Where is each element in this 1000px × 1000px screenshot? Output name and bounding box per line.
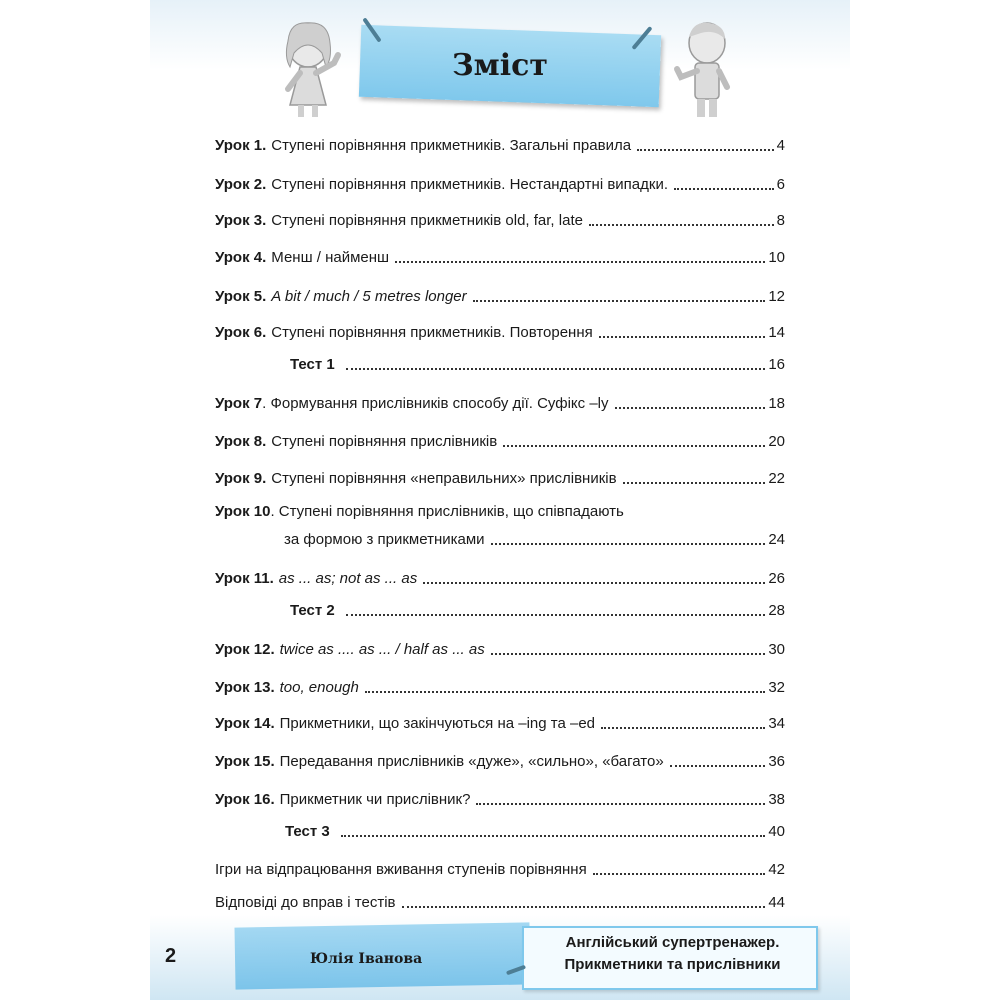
girl-figure-icon [270,15,350,120]
page-title: Зміст [452,48,548,83]
toc-title: Ступені порівняння прикметників. Загальні правила [271,137,632,154]
toc-leader [503,444,765,447]
toc-leader [623,481,766,484]
toc-leader [637,148,774,151]
toc-leader [491,542,766,545]
toc-title: as ... as; not as ... as [278,570,418,587]
toc-row-multiline[interactable] [215,503,624,520]
toc-page: 8 [776,212,785,229]
toc-page: 14 [768,324,785,341]
toc-page: 42 [768,861,785,878]
toc-leader [476,802,765,805]
toc-row[interactable] [215,857,785,879]
toc-leader [491,652,766,655]
toc-label: Урок 10 [215,503,271,520]
page-number: 2 [165,945,177,967]
toc-leader [365,690,765,693]
toc-label: Тест 3 [285,823,330,840]
toc-page: 18 [768,395,785,412]
toc-title: . Ступені порівняння прислівників, що співпадають [270,503,624,520]
toc-row[interactable] [215,466,785,488]
toc-leader [346,613,766,616]
toc-leader [423,581,765,584]
toc-title: Ігри на відпрацювання вживання ступенів порівняння [215,861,587,878]
toc-page: 24 [768,531,785,548]
toc-page: 38 [768,791,785,808]
toc-label: Урок 12. [215,641,275,658]
toc-leader [670,764,766,767]
toc-title: Прикметник чи прислівник? [279,791,471,808]
toc-leader [674,187,774,190]
toc-row[interactable] [215,675,785,697]
toc-label: Урок 6. [215,324,267,341]
toc-row[interactable] [215,637,785,659]
toc-row-test[interactable] [290,598,785,620]
book-title-line1: Англійський супертренажер. [565,934,780,951]
toc-page: 16 [768,356,785,373]
toc-label: Урок 16. [215,791,275,808]
toc-leader [593,872,766,875]
toc-row-continuation[interactable] [284,527,785,549]
toc-page: 22 [768,470,785,487]
document-page [150,0,850,1000]
toc-label: Урок 15. [215,753,275,770]
toc-label: Урок 13. [215,679,275,696]
toc-row[interactable] [215,391,785,413]
toc-title: за формою з прикметниками [284,531,485,548]
toc-leader [402,905,766,908]
book-title-line2: Прикметники та прислівники [564,956,781,973]
toc-title: Ступені порівняння прикметників. Повторення [271,324,593,341]
toc-row[interactable] [215,133,785,155]
toc-leader [395,260,765,263]
toc-label: Урок 3. [215,212,267,229]
toc-title: . Формування прислівників способу дії. Суфікс –ly [262,395,609,412]
toc-row-test[interactable] [285,819,785,841]
toc-row[interactable] [215,284,785,306]
toc-page: 30 [768,641,785,658]
toc-label: Урок 8. [215,433,267,450]
toc-page: 26 [768,570,785,587]
toc-row-test[interactable] [290,352,785,374]
toc-row[interactable] [215,787,785,809]
toc-page: 10 [768,249,785,266]
toc-row[interactable] [215,245,785,267]
toc-label: Урок 2. [215,176,267,193]
toc-title: Ступені порівняння «неправильних» прислівників [271,470,617,487]
toc-page: 6 [776,176,785,193]
toc-leader [615,406,766,409]
toc-page: 4 [776,137,785,154]
toc-leader [473,299,766,302]
toc-page: 12 [768,288,785,305]
toc-page: 44 [768,894,785,911]
toc-title: Прикметники, що закінчуються на –ing та –ed [279,715,596,732]
toc-title: too, enough [279,679,359,696]
toc-leader [601,726,765,729]
toc-page: 28 [768,602,785,619]
toc-page: 20 [768,433,785,450]
toc-leader [341,834,766,837]
toc-row[interactable] [215,320,785,342]
toc-row[interactable] [215,711,785,733]
toc-title: Менш / найменш [271,249,390,266]
toc-leader [589,223,774,226]
toc-label: Урок 5. [215,288,267,305]
toc-title: Ступені порівняння прикметників. Нестандартні випадки. [271,176,669,193]
toc-title: Ступені порівняння прикметників old, far, late [271,212,583,229]
toc-row[interactable] [215,172,785,194]
toc-page: 40 [768,823,785,840]
toc-label: Урок 11. [215,570,274,587]
toc-title: Відповіді до вправ і тестів [215,894,396,911]
toc-label: Урок 4. [215,249,267,266]
toc-row[interactable] [215,429,785,451]
toc-leader [599,335,766,338]
author-name: Юлія Іванова [310,951,423,967]
toc-page: 32 [768,679,785,696]
toc-row[interactable] [215,566,785,588]
toc-title: Ступені порівняння прислівників [271,433,498,450]
toc-title: Передавання прислівників «дуже», «сильно», «багато» [279,753,664,770]
toc-label: Урок 1. [215,137,267,154]
toc-label: Тест 1 [290,356,335,373]
toc-label: Урок 9. [215,470,267,487]
toc-leader [346,367,766,370]
toc-label: Урок 7 [215,395,263,412]
toc-label: Тест 2 [290,602,335,619]
toc-row[interactable] [215,749,785,771]
toc-label: Урок 14. [215,715,275,732]
boy-figure-icon [665,15,745,120]
toc-title: twice as .... as ... / half as ... as [279,641,485,658]
toc-page: 36 [768,753,785,770]
toc-page: 34 [768,715,785,732]
toc-row[interactable] [215,890,785,912]
toc-title: A bit / much / 5 metres longer [271,288,467,305]
toc-row[interactable] [215,208,785,230]
